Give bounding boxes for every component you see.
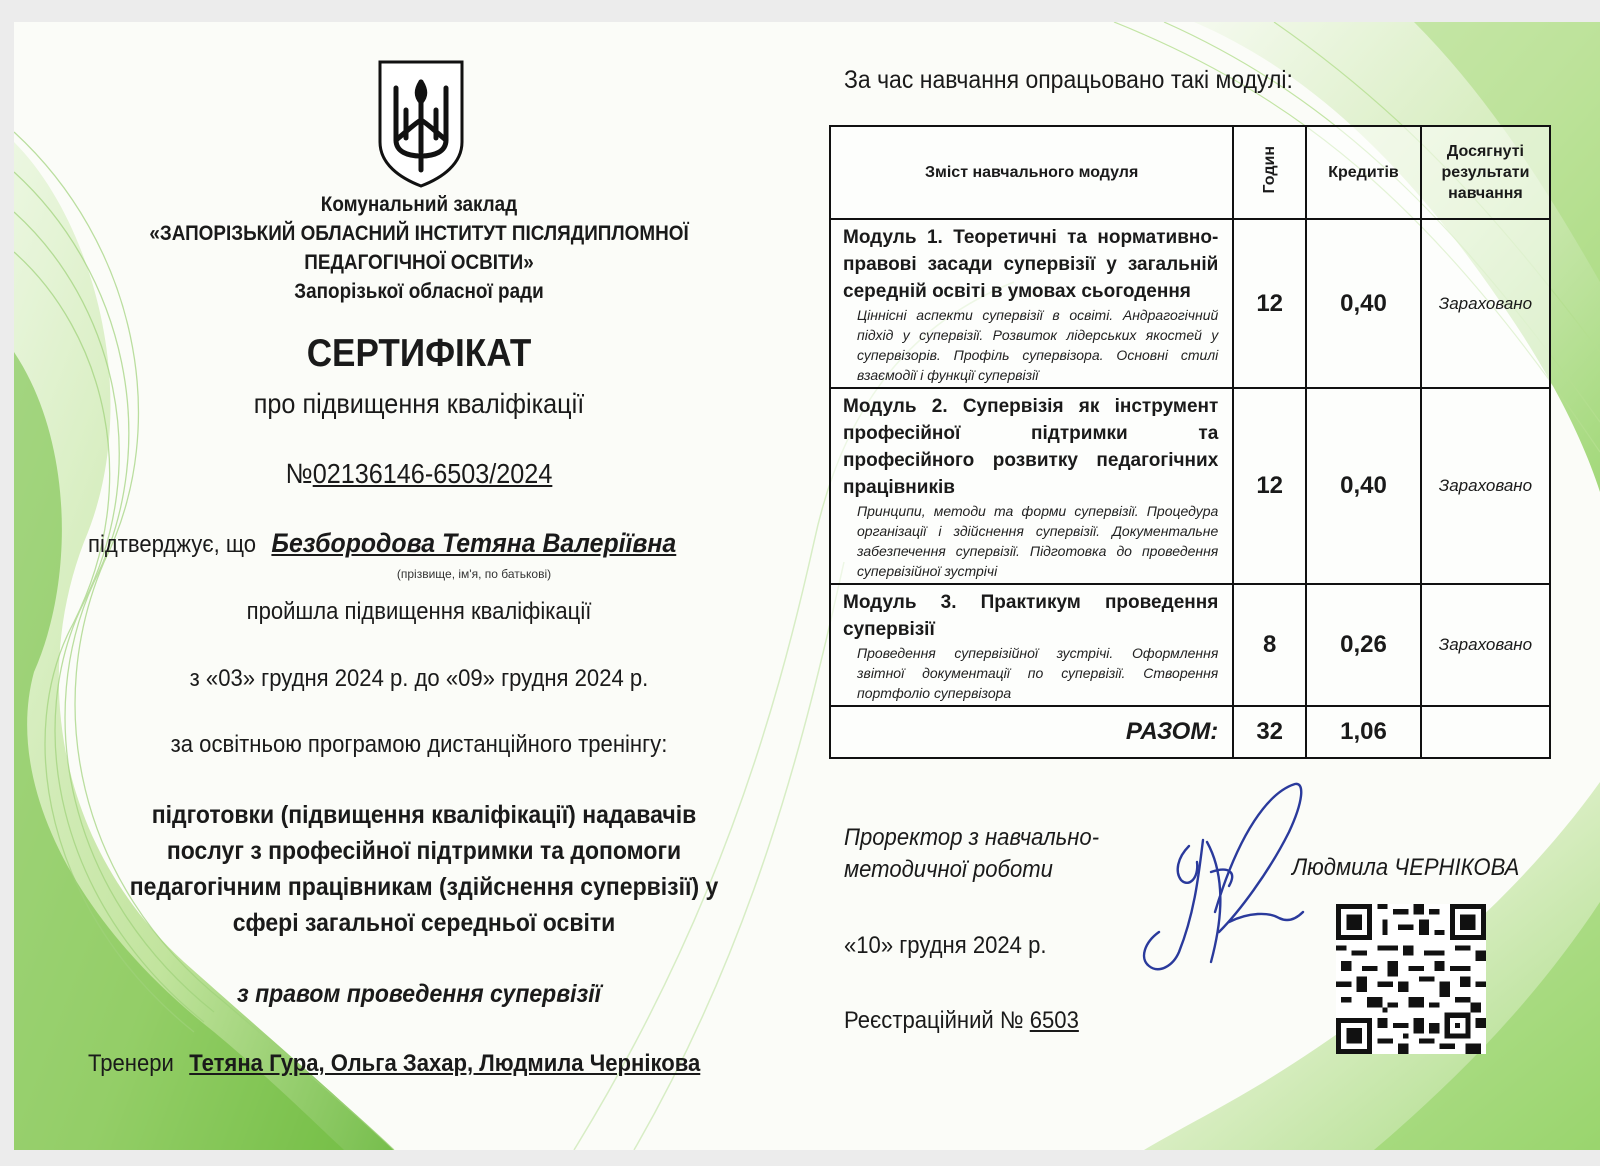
training-period: з «03» грудня 2024 р. до «09» грудня 2024 р. bbox=[189, 665, 649, 692]
module-result: Зараховано bbox=[1421, 219, 1550, 388]
total-credits: 1,06 bbox=[1306, 706, 1421, 758]
handwritten-signature bbox=[1119, 762, 1309, 992]
table-total-row bbox=[830, 706, 1550, 758]
table-header-row bbox=[830, 126, 1550, 219]
table-row bbox=[830, 584, 1550, 706]
confirm-line bbox=[88, 528, 714, 559]
module-title: Модуль 1. Теоретичні та нормативно-правові засади супервізії у загальній середній освіті в умовах сьогодення bbox=[843, 227, 1219, 302]
institution-line: Комунальний заклад bbox=[320, 193, 518, 216]
institution-line: «ЗАПОРІЗЬКИЙ ОБЛАСНИЙ ІНСТИТУТ ПІСЛЯДИПЛОМНОЇ bbox=[149, 222, 689, 245]
module-hours: 12 bbox=[1233, 219, 1306, 388]
program-name bbox=[102, 797, 746, 941]
module-description: Принципи, методи та форми супервізії. Процедура організації і здійснення супервізії. Документальне забезпечення супервізії. Підготовка до проведення супервізійної зустрічі bbox=[857, 503, 1219, 579]
trainers-label: Тренери bbox=[88, 1050, 174, 1077]
header-hours bbox=[1233, 126, 1306, 219]
program-name-line: педагогічним працівникам (здійснення супервізії) у bbox=[129, 873, 719, 901]
module-result: Зараховано bbox=[1421, 584, 1550, 706]
module-result: Зараховано bbox=[1421, 388, 1550, 584]
institution-line: ПЕДАГОГІЧНОЇ ОСВІТИ» bbox=[304, 251, 534, 274]
modules-intro: За час навчання опрацьовано такі модулі: bbox=[844, 66, 1293, 94]
passed-text: пройшла підвищення кваліфікації bbox=[246, 598, 592, 625]
name-hint: (прізвище, ім'я, по батькові) bbox=[396, 567, 552, 581]
sign-date: «10» грудня 2024 р. bbox=[844, 932, 1047, 959]
module-description: Ціннісні аспекти супервізії в освіті. Андрагогічний підхід у супервізії. Розвиток лідерських якостей у супервізорів. Профіль супервізора. Основні стилі взаємодії і функції супервізії bbox=[857, 307, 1219, 383]
total-hours: 32 bbox=[1233, 706, 1306, 758]
institution-block bbox=[127, 190, 712, 306]
reg-value: 6503 bbox=[1029, 1007, 1079, 1034]
module-content-cell bbox=[830, 219, 1233, 388]
number-value: 02136146-6503/2024 bbox=[312, 458, 553, 489]
module-title: Модуль 3. Практикум проведення супервізії bbox=[843, 592, 1219, 640]
module-content-cell bbox=[830, 388, 1233, 584]
module-hours: 8 bbox=[1233, 584, 1306, 706]
table-row bbox=[830, 219, 1550, 388]
confirms-label: підтверджує, що bbox=[88, 531, 257, 558]
header-hours-label: Годин bbox=[1261, 145, 1279, 194]
certificate-page bbox=[14, 22, 1600, 1150]
program-intro: за освітньою програмою дистанційного тренінгу: bbox=[170, 731, 668, 758]
signer-name: Людмила ЧЕРНІКОВА bbox=[1292, 854, 1520, 881]
program-name-line: підготовки (підвищення кваліфікації) надавачів bbox=[151, 801, 697, 829]
modules-table bbox=[829, 125, 1551, 759]
signer-title-line: Проректор з навчально- bbox=[844, 824, 1100, 851]
module-title: Модуль 2. Супервізія як інструмент професійної підтримки та професійного розвитку педагогічних працівників bbox=[843, 396, 1219, 498]
module-credits: 0,40 bbox=[1306, 219, 1421, 388]
number-prefix: № bbox=[285, 458, 313, 489]
certificate-title: СЕРТИФІКАТ bbox=[306, 332, 532, 375]
supervision-right: з правом проведення супервізії bbox=[236, 980, 602, 1008]
trainers-line bbox=[88, 1050, 732, 1078]
header-results: Досягнуті результати навчання bbox=[1421, 126, 1550, 219]
signer-title bbox=[844, 822, 1099, 886]
header-content: Зміст навчального модуля bbox=[830, 126, 1233, 219]
header-credits: Кредитів bbox=[1306, 126, 1421, 219]
module-credits: 0,26 bbox=[1306, 584, 1421, 706]
table-row bbox=[830, 388, 1550, 584]
institution-line: Запорізької обласної ради bbox=[294, 280, 544, 303]
certificate-number bbox=[127, 458, 712, 490]
trainers-names: Тетяна Гура, Ольга Захар, Людмила Чернікова bbox=[189, 1050, 701, 1077]
program-name-line: послуг з професійної підтримки та допомоги bbox=[166, 837, 682, 865]
registration-number bbox=[844, 1007, 1079, 1035]
program-name-line: сфері загальної середньої освіти bbox=[232, 909, 616, 937]
ukraine-coat-of-arms-icon bbox=[376, 60, 466, 188]
certificate-subtitle: про підвищення кваліфікації bbox=[253, 388, 585, 419]
recipient-name: Безбородова Тетяна Валеріївна bbox=[271, 528, 677, 558]
total-result bbox=[1421, 706, 1550, 758]
signer-title-line: методичної роботи bbox=[844, 856, 1053, 883]
module-hours: 12 bbox=[1233, 388, 1306, 584]
reg-label: Реєстраційний № bbox=[844, 1007, 1024, 1034]
qr-code-icon bbox=[1336, 904, 1486, 1054]
module-credits: 0,40 bbox=[1306, 388, 1421, 584]
module-content-cell bbox=[830, 584, 1233, 706]
total-label: РАЗОМ: bbox=[830, 706, 1233, 758]
module-description: Проведення супервізійної зустрічі. Оформлення звітної документації по супервізії. Створення портфоліо супервізора bbox=[857, 645, 1219, 701]
